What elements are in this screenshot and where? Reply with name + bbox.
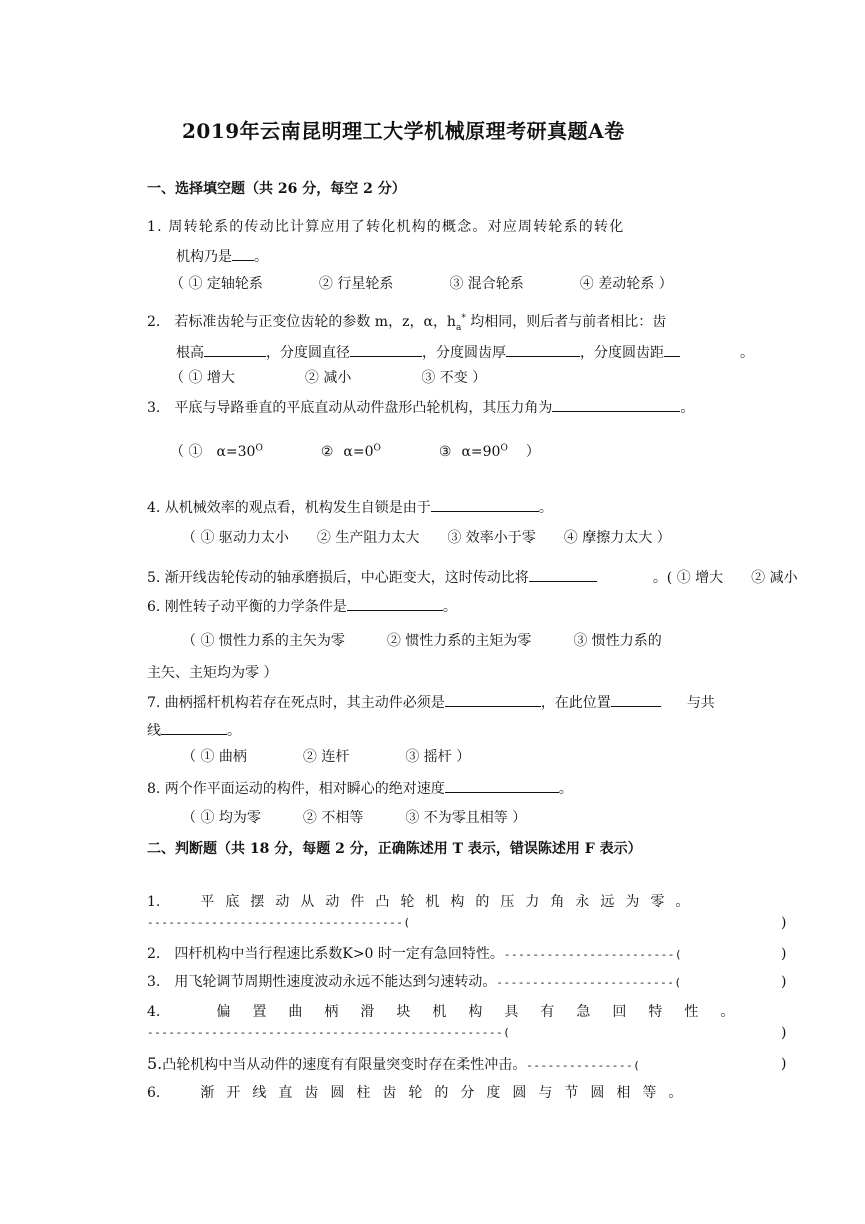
q2-options: （ ① 增大 ② 减小 ③ 不变 ）: [170, 370, 487, 386]
q4-options: （ ① 驱动力太小 ② 生产阻力太大 ③ 效率小于零 ④ 摩擦力太大 ）: [182, 530, 671, 546]
q4-line1: [147, 497, 553, 517]
q3-opt2: α=0: [343, 444, 374, 460]
tf-item-1: [147, 893, 700, 911]
q4-line1-text: 4. 从机械效率的观点看，机构发生自锁是由于: [147, 500, 431, 516]
q4-end: 。: [538, 500, 553, 516]
q3-end: 。: [680, 400, 695, 416]
q8-end: 。: [558, 781, 573, 797]
q3-opt-close: ）: [525, 444, 540, 460]
q8-blank[interactable]: [445, 778, 559, 793]
q3-opt3: α=90: [461, 444, 501, 460]
q7-line2: [147, 720, 241, 740]
q2-blank-1[interactable]: [204, 342, 266, 357]
page-title: 2019年云南昆明理工大学机械原理考研真题A卷: [182, 119, 625, 143]
tf1-text: 平底摆动从动件凸轮机构的压力角永远为零。: [200, 894, 701, 910]
tf6-text: 渐开线直齿圆柱齿轮的分度圆与节圆相等。: [200, 1085, 695, 1101]
q3-line1-text: 3. 平底与导路垂直的平底直动从动件盘形凸轮机构，其压力角为: [147, 400, 553, 416]
tf1-dashes: ------------------------------------(: [147, 916, 411, 929]
q7-line2-text: 线: [147, 723, 161, 739]
tf1-answer-close[interactable]: ): [781, 915, 787, 931]
q6-blank[interactable]: [347, 596, 443, 611]
q3-opt3-label: ③: [438, 444, 452, 460]
q7-end: 。: [227, 723, 241, 739]
section2-heading: 二、判断题（共 18 分，每题 2 分，正确陈述用 T 表示，错误陈述用 F 表示）: [147, 841, 642, 857]
q3-blank[interactable]: [552, 397, 680, 412]
q8-line1-text: 8. 两个作平面运动的构件，相对瞬心的绝对速度: [147, 781, 445, 797]
q3-line1: [147, 397, 694, 417]
q2-line1c: 均相同，则后者与前者相比：齿: [465, 314, 667, 330]
tf5-dashes: ---------------(: [526, 1059, 641, 1072]
q2-blank-3[interactable]: [506, 342, 580, 357]
tf-item-2: [147, 945, 682, 964]
q1-line1: 1. 周转轮系的传动比计算应用了转化机构的概念。对应周转轮系的转化: [147, 219, 625, 235]
q5-line1-text: 5. 渐开线齿轮传动的轴承磨损后，中心距变大，这时传动比将: [147, 570, 529, 586]
q7-blank-2[interactable]: [611, 692, 661, 707]
q3-opt-open: （ ①: [170, 444, 203, 460]
q3-deg-2: O: [373, 443, 381, 454]
tf2-num: 2.: [147, 946, 161, 962]
q5-options: 。( ① 增大 ② 减小: [652, 570, 798, 586]
tf-item-6: [147, 1084, 694, 1102]
tf2-text: 四杆机构中当行程速比系数K>0 时一定有急回特性。: [174, 946, 504, 962]
q7-options: （ ① 曲柄 ② 连杆 ③ 摇杆 ）: [182, 749, 471, 765]
tf2-answer-close[interactable]: ): [781, 946, 787, 962]
tf4-dashes: --------------------------------------------------(: [147, 1026, 511, 1039]
q4-blank[interactable]: [431, 497, 539, 512]
tf3-answer-close[interactable]: ): [781, 974, 787, 990]
tf4-num: 4.: [147, 1004, 161, 1020]
q6-line1: [147, 596, 457, 616]
q8-line1: [147, 778, 573, 798]
tf-item-5: [147, 1055, 640, 1075]
tf3-dashes: -------------------------(: [496, 976, 682, 989]
q5-blank[interactable]: [529, 567, 597, 582]
q1-options: （ ① 定轴轮系 ② 行星轮系 ③ 混合轮系 ④ 差动轮系 ）: [170, 276, 673, 292]
q2-line2: [176, 342, 754, 362]
tf4-answer-close[interactable]: ): [781, 1025, 787, 1041]
q3-opt1: α=30: [216, 444, 256, 460]
q2-line1a: 2. 若标准齿轮与正变位齿轮的参数 m，z，: [147, 314, 424, 330]
q2-line1: [147, 313, 666, 331]
q1-line2: [176, 246, 268, 266]
tf3-num: 3.: [147, 974, 161, 990]
q2-line1b: ，h: [432, 314, 456, 330]
q2-blank-2[interactable]: [350, 342, 422, 357]
q2-p2: ，分度圆直径: [266, 345, 350, 361]
tf-item-3: [147, 973, 682, 992]
q3-opt2-label: ②: [320, 444, 334, 460]
tf3-text: 用飞轮调节周期性速度波动永远不能达到匀速转动。: [174, 974, 497, 990]
q1-end: 。: [254, 249, 268, 265]
q2-sup: *: [461, 313, 466, 324]
tf1-num: 1.: [147, 894, 161, 910]
q2-sub: a: [455, 322, 462, 333]
q1-line2-text: 机构乃是: [176, 249, 232, 265]
tf5-num: 5.: [147, 1054, 163, 1073]
q2-p4: ，分度圆齿距: [580, 345, 664, 361]
q8-options: （ ① 均为零 ② 不相等 ③ 不为零且相等 ）: [182, 810, 527, 826]
q5-line1: [147, 567, 798, 587]
q7-line1a: 7. 曲柄摇杆机构若存在死点时，其主动件必须是: [147, 695, 445, 711]
tf6-num: 6.: [147, 1085, 161, 1101]
q7-line1: [147, 692, 715, 712]
q3-options: [170, 443, 540, 461]
q2-p3: ，分度圆齿厚: [422, 345, 506, 361]
q7-blank-3[interactable]: [161, 720, 227, 735]
q7-blank-1[interactable]: [445, 692, 541, 707]
q6-end: 。: [442, 599, 457, 615]
tf5-answer-close[interactable]: ): [781, 1056, 787, 1072]
q6-options2: 主矢、主矩均为零 ）: [147, 665, 278, 681]
tf-item-4: [147, 1003, 756, 1021]
tf2-dashes: ------------------------(: [503, 948, 682, 961]
tf4-text: 偏置曲柄滑块机构具有急回特性。: [216, 1004, 757, 1020]
q2-alpha: α: [423, 314, 433, 330]
q6-options: （ ① 惯性力系的主矢为零 ② 惯性力系的主矩为零 ③ 惯性力系的: [182, 633, 662, 649]
q7-line1c: 与共: [686, 695, 715, 711]
q2-p1: 根高: [176, 345, 204, 361]
q1-blank[interactable]: [232, 246, 254, 261]
q6-line1-text: 6. 刚性转子动平衡的力学条件是: [147, 599, 347, 615]
q2-blank-4[interactable]: [664, 342, 680, 357]
tf5-text: 凸轮机构中当从动件的速度有有限量突变时存在柔性冲击。: [162, 1057, 527, 1073]
q2-end: 。: [740, 345, 754, 361]
q3-deg-3: O: [500, 443, 508, 454]
q7-line1b: ，在此位置: [540, 695, 611, 711]
section1-heading: 一、选择填空题（共 26 分，每空 2 分）: [147, 181, 406, 197]
q3-deg-1: O: [255, 443, 263, 454]
